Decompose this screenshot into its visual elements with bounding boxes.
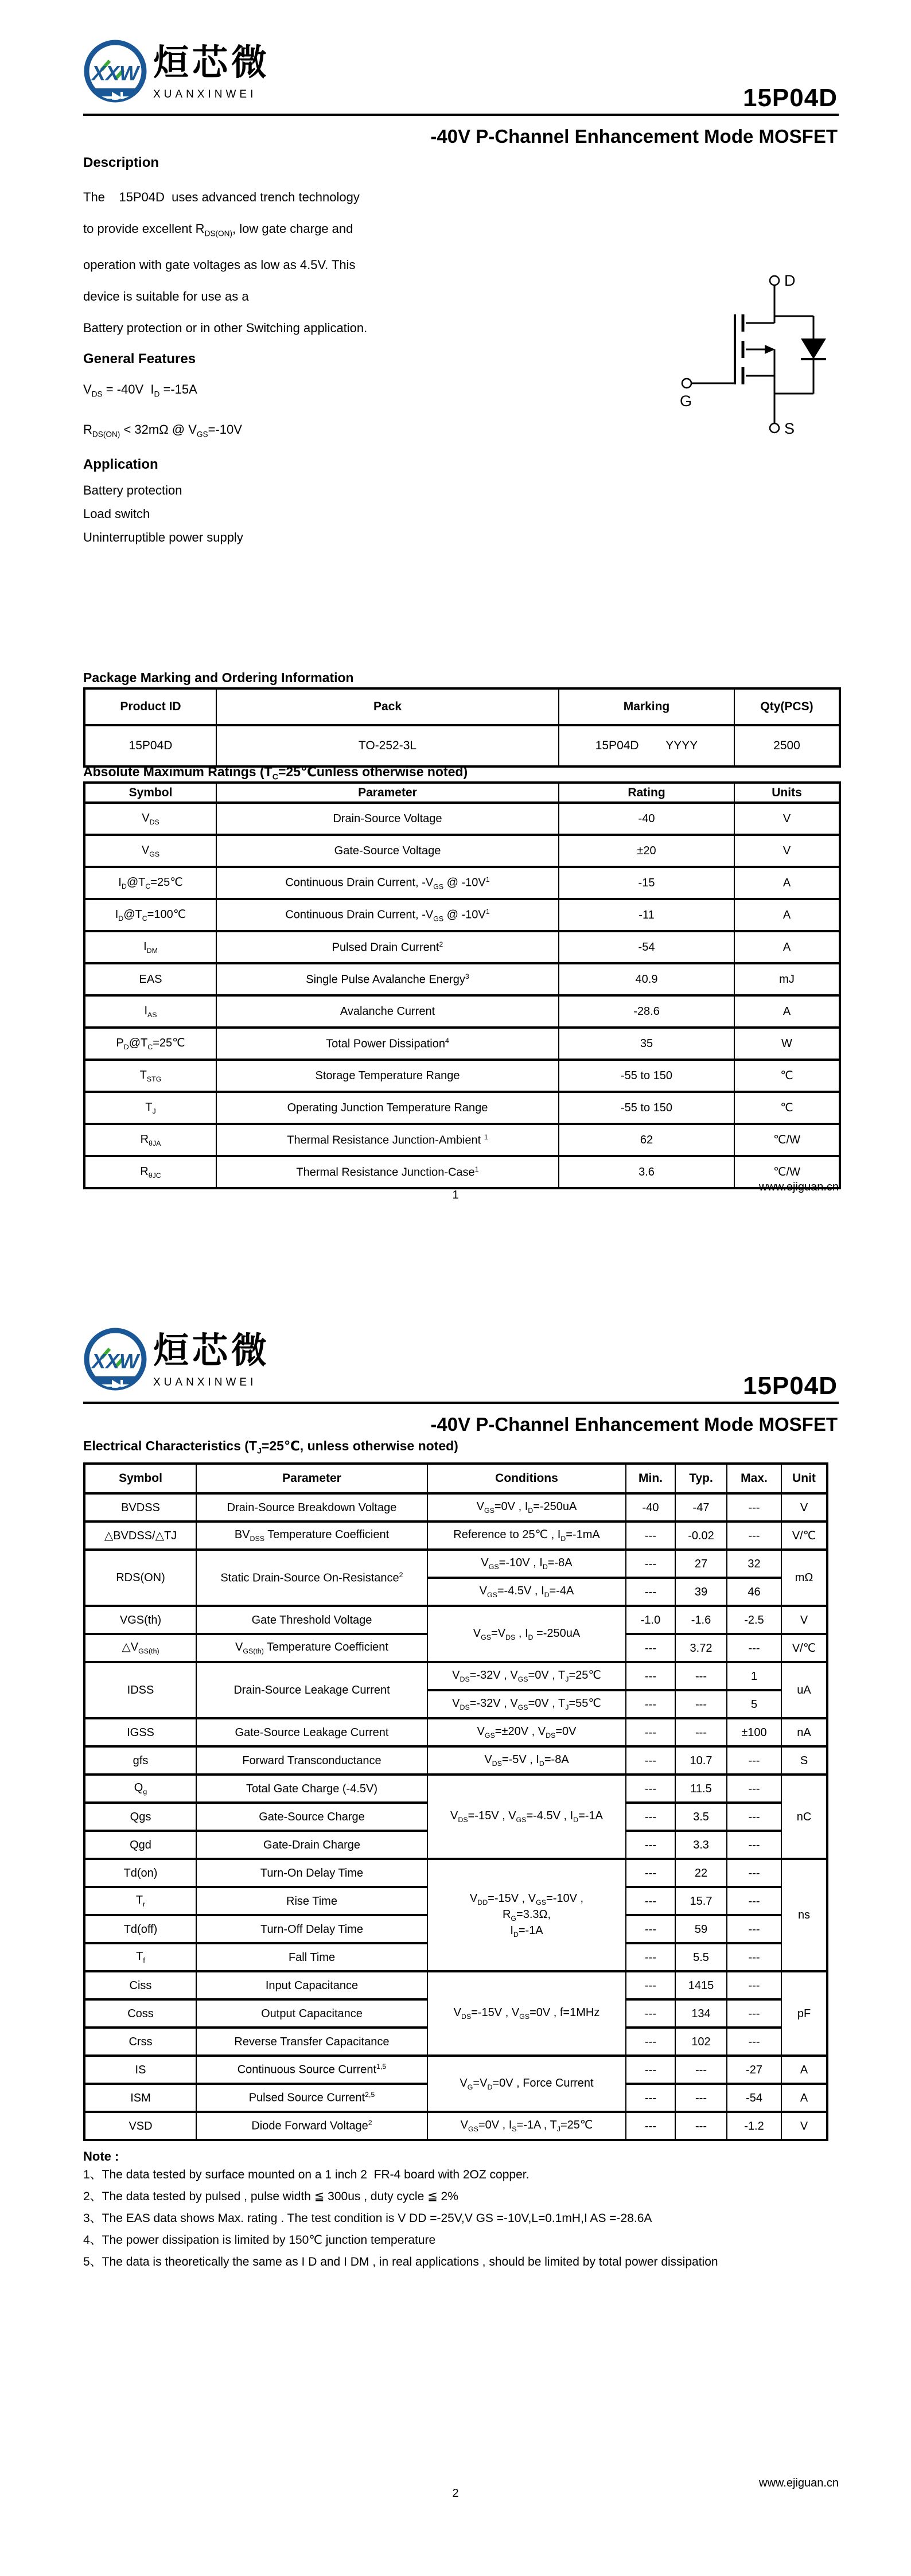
table-cell: Drain-Source Breakdown Voltage	[196, 1493, 427, 1522]
table-cell: Fall Time	[196, 1943, 427, 1971]
table-cell: EAS	[84, 963, 216, 995]
application-item: Uninterruptible power supply	[83, 530, 243, 544]
table-cell: ---	[727, 1831, 781, 1859]
table-cell: V/℃	[781, 1634, 827, 1662]
gate-terminal	[682, 379, 691, 388]
table-cell: -0.02	[675, 1522, 727, 1550]
table-cell: 3.6	[559, 1156, 734, 1188]
table-cell: Parameter	[216, 783, 559, 803]
table-cell: RDS(ON)	[84, 1550, 196, 1606]
table-cell: -1.2	[727, 2112, 781, 2140]
table-cell: $\triangle V_{GS(th)}$	[84, 1634, 196, 1662]
table-row	[84, 1493, 827, 1522]
note-item: 1、The data tested by surface mounted on a 1 inch 2 FR-4 board with 2OZ copper.	[83, 2168, 530, 2181]
table-cell: ---	[727, 1859, 781, 1887]
table-row	[84, 1156, 840, 1188]
table-cell: -2.5	[727, 1606, 781, 1634]
company-logo-icon	[83, 38, 147, 110]
table-cell: VSD	[84, 2112, 196, 2140]
description-paragraph	[83, 181, 367, 344]
table-cell: ---	[626, 1634, 675, 1662]
table-cell: ±20	[559, 835, 734, 867]
table-cell: ℃	[734, 1092, 840, 1124]
table-cell: Td(off)	[84, 1915, 196, 1943]
logo-monogram: XXW	[91, 1349, 139, 1373]
table-cell: 59	[675, 1915, 727, 1943]
abs-max-heading: Absolute Maximum Ratings ($T_C=25℃unless$ otherwise noted)	[83, 764, 468, 782]
table-cell: Symbol	[84, 1464, 196, 1493]
features-heading: General Features	[83, 351, 196, 367]
table-cell: -15	[559, 867, 734, 899]
table-cell: Pulsed Drain Current$^2$	[216, 931, 559, 963]
page-number: 2	[452, 2487, 459, 2500]
table-cell: ---	[675, 1662, 727, 1690]
table-cell: A	[734, 867, 840, 899]
table-cell: IS	[84, 2056, 196, 2084]
table-cell: ---	[626, 1690, 675, 1718]
page-number: 1	[452, 1189, 459, 1201]
table-row	[84, 725, 840, 766]
table-cell: $V_{DS}=-5V$ , $I_D=-8A$	[427, 1746, 626, 1775]
table-cell: ---	[626, 1971, 675, 1999]
table-row	[84, 1746, 827, 1775]
table-cell: Parameter	[196, 1464, 427, 1493]
table-cell: $Q_g$	[84, 1775, 196, 1803]
table-cell: $I_D@T_C=25℃$	[84, 867, 216, 899]
table-row	[84, 1028, 840, 1060]
table-cell: ---	[675, 2112, 727, 2140]
table-cell: Gate-Drain Charge	[196, 1831, 427, 1859]
table-cell: -1.6	[675, 1606, 727, 1634]
table-cell: $R_{\theta JA}$	[84, 1124, 216, 1156]
table-header-row	[84, 783, 840, 803]
table-cell: 40.9	[559, 963, 734, 995]
table-cell: -55 to 150	[559, 1092, 734, 1124]
table-cell: Thermal Resistance Junction-Case$^1$	[216, 1156, 559, 1188]
table-cell: A	[734, 899, 840, 931]
table-cell: $V_{GS(th)}$ Temperature Coefficient	[196, 1634, 427, 1662]
body-diode-icon	[801, 338, 826, 359]
note-item: 4、The power dissipation is limited by 150℃ junction temperature	[83, 2233, 436, 2247]
table-cell: -55 to 150	[559, 1060, 734, 1092]
table-cell: Reference to 25℃ , $I_D=-1mA$	[427, 1522, 626, 1550]
logo-monogram: XXW	[91, 61, 139, 85]
table-row	[84, 1522, 827, 1550]
ordering-table	[83, 687, 841, 768]
table-cell: 1	[727, 1662, 781, 1690]
table-header-row	[84, 688, 840, 725]
table-cell: mΩ	[781, 1550, 827, 1606]
table-cell: ---	[727, 1999, 781, 2028]
source-label: S	[784, 420, 795, 437]
table-cell: $V_{DD}=-15V$ , $V_{GS}=-10V$ , $R_G=3.3\Omega$, $I_D=-1A$	[427, 1859, 626, 1971]
table-cell: ISM	[84, 2084, 196, 2112]
table-cell: Diode Forward Voltage$^2$	[196, 2112, 427, 2140]
table-cell: -47	[675, 1493, 727, 1522]
description-line: Battery protection or in other Switching application.	[83, 321, 368, 336]
table-cell: ns	[781, 1859, 827, 1971]
table-cell: Gate Threshold Voltage	[196, 1606, 427, 1634]
table-cell: uA	[781, 1662, 827, 1718]
table-cell: $T_{STG}$	[84, 1060, 216, 1092]
table-cell: ---	[727, 1522, 781, 1550]
table-cell: ---	[626, 2056, 675, 2084]
table-cell: BVDSS	[84, 1493, 196, 1522]
drain-terminal	[770, 276, 779, 285]
table-cell: nC	[781, 1775, 827, 1859]
table-cell: 35	[559, 1028, 734, 1060]
table-cell: mJ	[734, 963, 840, 995]
table-cell: gfs	[84, 1746, 196, 1775]
table-cell: -54	[559, 931, 734, 963]
table-cell: $V_{DS}=-32V$ , $V_{GS}=0V$ , $T_J=55℃$	[427, 1690, 626, 1718]
table-cell: ---	[675, 1718, 727, 1746]
table-row	[84, 963, 840, 995]
table-cell: $V_{GS}=-10V$ , $I_D=-8A$	[427, 1550, 626, 1578]
table-cell: $V_{DS}$	[84, 803, 216, 835]
table-cell: Continuous Drain Current, $-V_{GS}$ @ $-10V^1$	[216, 899, 559, 931]
table-cell: ---	[626, 1803, 675, 1831]
table-cell: A	[734, 931, 840, 963]
table-cell: Reverse Transfer Capacitance	[196, 2028, 427, 2056]
electrical-characteristics-block	[83, 1462, 829, 2273]
table-cell: IGSS	[84, 1718, 196, 1746]
table-header-row	[84, 1464, 827, 1493]
table-cell: 15P04D	[84, 725, 216, 766]
part-number: 15P04D	[742, 84, 838, 112]
table-cell: Units	[734, 783, 840, 803]
table-cell: ---	[626, 1550, 675, 1578]
table-cell: $I_{DM}$	[84, 931, 216, 963]
table-cell: $V_{GS}=\pm 20V$ , $V_{DS}=0V$	[427, 1718, 626, 1746]
table-cell: V	[781, 1493, 827, 1522]
table-cell: nA	[781, 1718, 827, 1746]
table-cell: $V_{GS}=0V$ , $I_S=-1A$ , $T_J=25℃$	[427, 2112, 626, 2140]
description-heading: Description	[83, 155, 159, 170]
description-line: The 15P04D uses advanced trench technology	[83, 190, 360, 204]
table-cell: Static Drain-Source On-Resistance$^2$	[196, 1550, 427, 1606]
application-item: Load switch	[83, 507, 150, 521]
logo-english-name: XUANXINWEI	[153, 1376, 257, 1388]
table-cell: Conditions	[427, 1464, 626, 1493]
table-cell: Gate-Source Charge	[196, 1803, 427, 1831]
table-cell: Input Capacitance	[196, 1971, 427, 1999]
table-cell: 2500	[734, 725, 840, 766]
table-cell: Unit	[781, 1464, 827, 1493]
table-cell: V	[781, 1606, 827, 1634]
table-cell: ---	[626, 1662, 675, 1690]
table-row	[84, 1060, 840, 1092]
logo-chinese-name: 烜芯微	[153, 43, 271, 83]
table-cell: ---	[727, 1943, 781, 1971]
table-cell: ---	[727, 1887, 781, 1915]
table-cell: ---	[626, 1859, 675, 1887]
table-cell: 46	[727, 1578, 781, 1606]
application-heading: Application	[83, 457, 158, 472]
table-cell: Max.	[727, 1464, 781, 1493]
table-cell: Qty(PCS)	[734, 688, 840, 725]
table-row	[84, 835, 840, 867]
table-cell: ---	[626, 1718, 675, 1746]
drain-label: D	[784, 272, 796, 289]
table-cell: $T_f$	[84, 1943, 196, 1971]
table-cell: ---	[727, 1971, 781, 1999]
table-cell: Total Gate Charge (-4.5V)	[196, 1775, 427, 1803]
table-cell: V	[734, 803, 840, 835]
table-cell: ---	[626, 1887, 675, 1915]
table-cell: Td(on)	[84, 1859, 196, 1887]
table-cell: Turn-Off Delay Time	[196, 1915, 427, 1943]
table-cell: V/℃	[781, 1522, 827, 1550]
table-cell: 3.5	[675, 1803, 727, 1831]
table-cell: ---	[626, 2112, 675, 2140]
table-cell: $V_{GS}$	[84, 835, 216, 867]
company-logo	[83, 38, 270, 110]
table-cell: Pack	[216, 688, 559, 725]
table-cell: ---	[675, 1690, 727, 1718]
table-cell: Marking	[559, 688, 734, 725]
table-row	[84, 803, 840, 835]
table-cell: △BVDSS/△TJ	[84, 1522, 196, 1550]
table-cell: $BV_{DSS}$ Temperature Coefficient	[196, 1522, 427, 1550]
table-cell: -27	[727, 2056, 781, 2084]
table-cell: 32	[727, 1550, 781, 1578]
table-cell: 5	[727, 1690, 781, 1718]
table-cell: V	[781, 2112, 827, 2140]
table-cell: $V_G=V_D=0V$ , Force Current	[427, 2056, 626, 2112]
company-logo	[83, 1326, 270, 1398]
table-cell: pF	[781, 1971, 827, 2056]
table-cell: ---	[727, 1634, 781, 1662]
abs-max-table	[83, 781, 841, 1189]
table-cell: $I_D@T_C=100℃$	[84, 899, 216, 931]
table-cell: A	[781, 2056, 827, 2084]
table-cell: 134	[675, 1999, 727, 2028]
table-cell: $V_{GS}=0V$ , $I_D=-250uA$	[427, 1493, 626, 1522]
table-row	[84, 1859, 827, 1887]
table-cell: TO-252-3L	[216, 725, 559, 766]
table-cell: Storage Temperature Range	[216, 1060, 559, 1092]
electrical-characteristics-table	[83, 1462, 828, 2141]
table-cell: ---	[727, 1493, 781, 1522]
table-cell: Gate-Source Voltage	[216, 835, 559, 867]
table-cell: VGS(th)	[84, 1606, 196, 1634]
table-cell: ℃	[734, 1060, 840, 1092]
table-cell: A	[781, 2084, 827, 2112]
note-heading: Note :	[83, 2149, 119, 2163]
table-cell: $V_{DS}=-32V$ , $V_{GS}=0V$ , $T_J=25℃$	[427, 1662, 626, 1690]
table-cell: ---	[626, 1775, 675, 1803]
table-cell: Min.	[626, 1464, 675, 1493]
ordering-heading: Package Marking and Ordering Information	[83, 670, 354, 685]
datasheet-title: -40V P-Channel Enhancement Mode MOSFET	[430, 126, 838, 147]
table-row	[84, 1662, 827, 1690]
table-cell: S	[781, 1746, 827, 1775]
description-line: operation with gate voltages as low as 4.5V. This	[83, 258, 356, 273]
table-cell: -1.0	[626, 1606, 675, 1634]
table-cell: ---	[626, 1831, 675, 1859]
mosfet-symbol-diagram	[657, 267, 858, 448]
notes-list	[83, 2164, 829, 2273]
table-cell: 15.7	[675, 1887, 727, 1915]
table-cell: Continuous Source Current$^{1,5}$	[196, 2056, 427, 2084]
table-cell: ---	[626, 1943, 675, 1971]
table-cell: Drain-Source Leakage Current	[196, 1662, 427, 1718]
table-cell: ---	[727, 1775, 781, 1803]
table-cell: Total Power Dissipation$^4$	[216, 1028, 559, 1060]
table-cell: Product ID	[84, 688, 216, 725]
table-cell: Turn-On Delay Time	[196, 1859, 427, 1887]
table-cell: ℃/W	[734, 1156, 840, 1188]
table-cell: ---	[727, 1915, 781, 1943]
table-cell: $T_J$	[84, 1092, 216, 1124]
table-cell: $V_{DS}=-15V$ , $V_{GS}=-4.5V$ , $I_D=-1A$	[427, 1775, 626, 1859]
table-cell: ---	[626, 1915, 675, 1943]
feature-line: $V_{DS} = -40V$ $I_D =-15A$	[83, 382, 197, 399]
table-cell: $V_{GS}=V_{DS}$ , $I_D =-250uA$	[427, 1606, 626, 1662]
table-cell: ---	[626, 1522, 675, 1550]
table-cell: Typ.	[675, 1464, 727, 1493]
table-row	[84, 2112, 827, 2140]
table-cell: -40	[626, 1493, 675, 1522]
table-cell: $R_{\theta JC}$	[84, 1156, 216, 1188]
table-cell: Ciss	[84, 1971, 196, 1999]
table-cell: $V_{GS}=-4.5V$ , $I_D=-4A$	[427, 1578, 626, 1606]
table-cell: A	[734, 995, 840, 1028]
table-cell: 3.3	[675, 1831, 727, 1859]
table-cell: Drain-Source Voltage	[216, 803, 559, 835]
gate-label: G	[680, 392, 692, 410]
table-cell: 22	[675, 1859, 727, 1887]
logo-english-name: XUANXINWEI	[153, 88, 257, 100]
table-cell: -28.6	[559, 995, 734, 1028]
description-line: device is suitable for use as a	[83, 289, 249, 304]
table-cell: 27	[675, 1550, 727, 1578]
table-cell: -11	[559, 899, 734, 931]
table-cell: Output Capacitance	[196, 1999, 427, 2028]
table-cell: ---	[626, 1746, 675, 1775]
table-cell: 10.7	[675, 1746, 727, 1775]
feature-line: $R_{DS(ON)} < 32m\Omega$ @ $V_{GS}=-10V$	[83, 422, 242, 439]
table-cell: 3.72	[675, 1634, 727, 1662]
table-cell: ---	[626, 1578, 675, 1606]
company-logo-icon	[83, 1326, 147, 1398]
note-item: 3、The EAS data shows Max. rating . The test condition is V DD =-25V,V GS =-10V,L=0.1mH,I AS =-28.6A	[83, 2212, 652, 2225]
table-row	[84, 1775, 827, 1803]
table-row	[84, 899, 840, 931]
table-cell: Avalanche Current	[216, 995, 559, 1028]
note-item: 2、The data tested by pulsed , pulse width ≦ 300us , duty cycle ≦ 2%	[83, 2190, 458, 2203]
table-row	[84, 1550, 827, 1578]
table-cell: Rise Time	[196, 1887, 427, 1915]
table-cell: -54	[727, 2084, 781, 2112]
table-cell: ℃/W	[734, 1124, 840, 1156]
table-cell: Symbol	[84, 783, 216, 803]
table-cell: IDSS	[84, 1662, 196, 1718]
table-cell: ---	[626, 2028, 675, 2056]
application-item: Battery protection	[83, 483, 182, 497]
table-cell: $I_{AS}$	[84, 995, 216, 1028]
table-cell: ---	[675, 2056, 727, 2084]
table-cell: ---	[675, 2084, 727, 2112]
table-cell: Coss	[84, 1999, 196, 2028]
table-cell: 102	[675, 2028, 727, 2056]
website-url: www.ejiguan.cn	[759, 2477, 839, 2489]
table-cell: Qgd	[84, 1831, 196, 1859]
table-cell: ---	[727, 1803, 781, 1831]
table-cell: 39	[675, 1578, 727, 1606]
table-cell: Operating Junction Temperature Range	[216, 1092, 559, 1124]
table-cell: -40	[559, 803, 734, 835]
header-rule	[83, 1402, 839, 1404]
table-cell: Pulsed Source Current$^{2,5}$	[196, 2084, 427, 2112]
table-cell: ---	[727, 1746, 781, 1775]
table-row	[84, 867, 840, 899]
table-row	[84, 931, 840, 963]
note-item: 5、The data is theoretically the same as I D and I DM , in real applications , should be limited by total power dissipation	[83, 2255, 718, 2268]
table-row	[84, 995, 840, 1028]
table-cell: Continuous Drain Current, $-V_{GS}$ @ $-10V^1$	[216, 867, 559, 899]
table-cell: Single Pulse Avalanche Energy$^3$	[216, 963, 559, 995]
website-url: www.ejiguan.cn	[759, 1181, 839, 1193]
electrical-characteristics-heading: Electrical Characteristics ($T_J=25℃$, unless otherwise noted)	[83, 1438, 458, 1456]
table-cell: Gate-Source Leakage Current	[196, 1718, 427, 1746]
table-cell: $V_{DS}=-15V$ , $V_{GS}=0V$ , f=1MHz	[427, 1971, 626, 2056]
table-cell: ±100	[727, 1718, 781, 1746]
table-row	[84, 2056, 827, 2084]
table-row	[84, 1971, 827, 1999]
source-terminal	[770, 423, 779, 433]
table-cell: Qgs	[84, 1803, 196, 1831]
table-cell: 11.5	[675, 1775, 727, 1803]
table-cell: Thermal Resistance Junction-Ambient $^1$	[216, 1124, 559, 1156]
table-row	[84, 1718, 827, 1746]
page-2	[0, 1288, 911, 2576]
table-cell: ---	[626, 1999, 675, 2028]
logo-text-block	[153, 1326, 270, 1389]
application-list	[83, 478, 243, 549]
table-cell: V	[734, 835, 840, 867]
table-cell: $P_D@T_C=25℃$	[84, 1028, 216, 1060]
table-cell: ---	[727, 2028, 781, 2056]
logo-text-block	[153, 38, 270, 101]
table-cell: 62	[559, 1124, 734, 1156]
table-row	[84, 1092, 840, 1124]
table-row	[84, 1124, 840, 1156]
table-cell: Rating	[559, 783, 734, 803]
part-number: 15P04D	[742, 1372, 838, 1400]
table-cell: Crss	[84, 2028, 196, 2056]
table-cell: Forward Transconductance	[196, 1746, 427, 1775]
table-row	[84, 1606, 827, 1634]
table-cell: 5.5	[675, 1943, 727, 1971]
table-cell: $T_r$	[84, 1887, 196, 1915]
datasheet-title: -40V P-Channel Enhancement Mode MOSFET	[430, 1414, 838, 1435]
header-rule	[83, 114, 839, 116]
table-cell: W	[734, 1028, 840, 1060]
table-cell: 15P04D YYYY	[559, 725, 734, 766]
logo-chinese-name: 烜芯微	[153, 1331, 271, 1371]
table-cell: 1415	[675, 1971, 727, 1999]
description-line: to provide excellent $R_{DS(ON)}$, low gate charge and	[83, 221, 353, 238]
mosfet-arrow-icon	[765, 345, 775, 354]
table-cell: ---	[626, 2084, 675, 2112]
